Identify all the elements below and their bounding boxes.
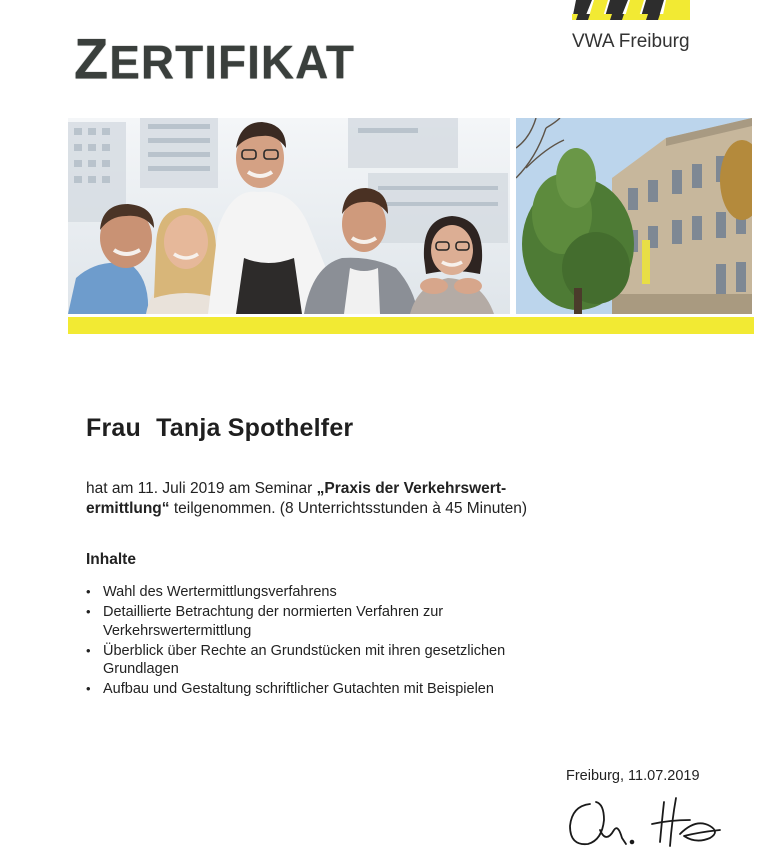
list-item-text: Detaillierte Betrachtung der normierten Verfahren zur Verkehrswertermittlung — [103, 604, 444, 639]
bullet-icon: • — [86, 681, 91, 696]
list-item — [86, 680, 556, 699]
logo-text: VWA Freiburg — [572, 31, 690, 52]
list-item-text: Wahl des Wertermittlungsverfahrens — [103, 584, 337, 600]
recipient-name — [86, 414, 353, 443]
title-rest: ERTIFIKAT — [109, 35, 356, 89]
contents-heading: Inhalte — [86, 551, 136, 568]
list-item — [86, 583, 556, 602]
bullet-icon: • — [86, 584, 91, 599]
statement-suffix: teilgenommen. (8 Unterrichtsstunden à 45 Minuten) — [169, 500, 528, 517]
certificate-title — [74, 25, 355, 91]
bullet-icon: • — [86, 642, 91, 658]
participation-statement — [86, 479, 556, 519]
list-item — [86, 603, 556, 640]
list-item-text: Aufbau und Gestaltung schriftlicher Gutachten mit Beispielen — [103, 681, 494, 697]
list-item-text: Überblick über Rechte an Grundstücken mit ihren gesetzlichen Grundlagen — [103, 642, 506, 677]
team-photo — [68, 118, 510, 314]
recipient-salutation: Frau — [86, 414, 141, 442]
recipient-full-name: Tanja Spothelfer — [156, 414, 354, 442]
contents-list — [86, 583, 556, 700]
statement-prefix: hat am 11. Juli 2019 am Seminar — [86, 480, 317, 497]
signature-icon — [560, 790, 740, 852]
place-date: Freiburg, 11.07.2019 — [566, 768, 700, 784]
bullet-icon: • — [86, 604, 91, 619]
title-initial: Z — [74, 26, 110, 91]
university-building-photo — [516, 118, 752, 314]
vwa-logo-icon — [572, 0, 690, 20]
accent-band — [68, 317, 754, 334]
seminar-title: „Praxis der Verkehrswert-ermittlung“ — [86, 480, 507, 517]
list-item — [86, 642, 556, 679]
